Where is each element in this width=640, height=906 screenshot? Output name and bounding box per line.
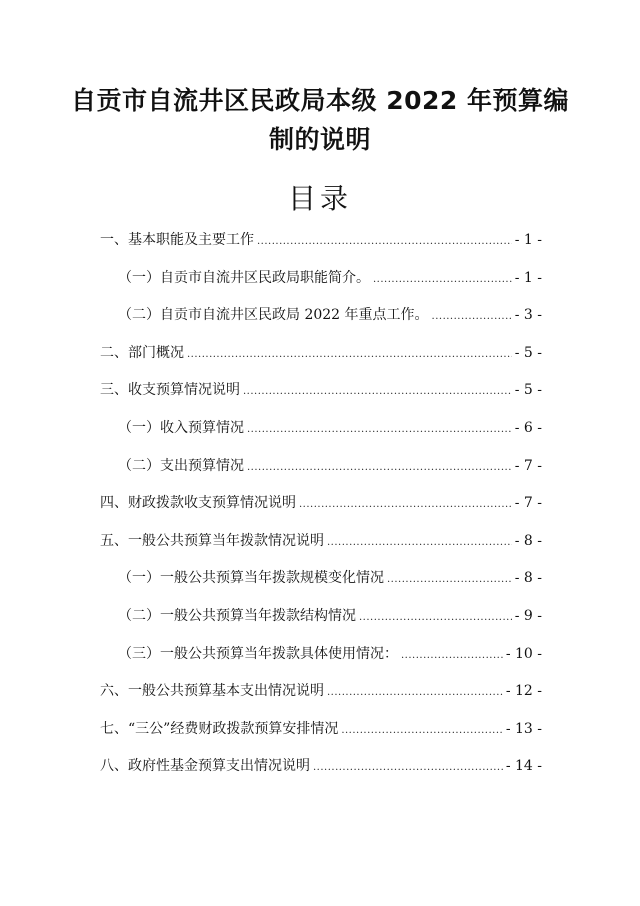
toc-entry-title: （二）支出预算情况 bbox=[118, 457, 244, 474]
toc-entry-page: - 7 - bbox=[514, 457, 542, 474]
toc-entry-page: - 12 - bbox=[505, 683, 542, 700]
toc-leader-dots bbox=[359, 612, 512, 623]
toc-leader-dots bbox=[432, 311, 512, 322]
toc-entry[interactable] bbox=[100, 605, 542, 643]
toc-entry-title: （三）一般公共预算当年拨款具体使用情况： bbox=[118, 645, 398, 662]
toc-entry-page: - 8 - bbox=[514, 570, 542, 587]
toc-leader-dots bbox=[401, 650, 503, 661]
toc-leader-dots bbox=[327, 687, 503, 698]
toc-entry-title: （二）一般公共预算当年拨款结构情况 bbox=[118, 607, 356, 624]
toc-entry-page: - 10 - bbox=[505, 645, 542, 662]
toc-entry-page: - 14 - bbox=[505, 758, 542, 775]
toc-entry[interactable] bbox=[100, 267, 542, 305]
toc-entry-page: - 3 - bbox=[514, 307, 542, 324]
toc-entry-title: （一）一般公共预算当年拨款规模变化情况 bbox=[118, 570, 384, 587]
toc-entry[interactable] bbox=[100, 530, 542, 568]
toc-entry-title: 一、基本职能及主要工作 bbox=[100, 232, 254, 248]
toc-leader-dots bbox=[187, 349, 512, 360]
toc-leader-dots bbox=[243, 386, 512, 397]
toc-leader-dots bbox=[257, 236, 512, 247]
toc-entry-page: - 5 - bbox=[514, 382, 542, 399]
toc-leader-dots bbox=[341, 725, 502, 736]
toc-entry-page: - 13 - bbox=[505, 720, 542, 737]
toc-entry-title: 六、一般公共预算基本支出情况说明 bbox=[100, 683, 324, 700]
toc-entry[interactable] bbox=[100, 417, 542, 455]
toc-entry[interactable] bbox=[100, 755, 542, 793]
toc-entry[interactable] bbox=[100, 680, 542, 718]
toc-entry[interactable] bbox=[100, 342, 542, 380]
toc-entry-title: 三、收支预算情况说明 bbox=[100, 382, 240, 399]
toc-entry-title: 二、部门概况 bbox=[100, 344, 184, 361]
toc-entry[interactable] bbox=[100, 643, 542, 681]
document-title-line-1: 自贡市自流井区民政局本级 2022 年预算编 bbox=[71, 86, 569, 115]
toc-leader-dots bbox=[387, 574, 512, 585]
toc-entry[interactable] bbox=[100, 304, 542, 342]
toc-entry[interactable] bbox=[100, 455, 542, 493]
toc-leader-dots bbox=[373, 274, 512, 285]
toc-entry-page: - 1 - bbox=[514, 232, 542, 248]
toc-leader-dots bbox=[313, 762, 503, 773]
toc-entry-page: - 6 - bbox=[514, 419, 542, 436]
toc-entry-title: 七、“三公”经费财政拨款预算安排情况 bbox=[100, 720, 339, 737]
toc-heading: 目录 bbox=[287, 182, 352, 215]
toc-entry[interactable] bbox=[100, 718, 542, 756]
toc-entry-page: - 1 - bbox=[514, 269, 542, 286]
toc-entry-title: 四、财政拨款收支预算情况说明 bbox=[100, 495, 296, 512]
toc-entry[interactable] bbox=[100, 567, 542, 605]
toc-leader-dots bbox=[299, 499, 512, 510]
toc-entry-page: - 7 - bbox=[514, 495, 542, 512]
toc-entry-title: 八、政府性基金预算支出情况说明 bbox=[100, 758, 310, 775]
toc-entry-page: - 8 - bbox=[514, 532, 542, 549]
toc-leader-dots bbox=[247, 424, 512, 435]
toc-leader-dots bbox=[327, 537, 512, 548]
toc-entry-title: （二）自贡市自流井区民政局 2022 年重点工作。 bbox=[118, 307, 429, 324]
toc-entry-title: （一）自贡市自流井区民政局职能简介。 bbox=[118, 269, 370, 286]
toc-entry-page: - 9 - bbox=[514, 607, 542, 624]
toc-entry-title: 五、一般公共预算当年拨款情况说明 bbox=[100, 532, 324, 549]
toc-entry-page: - 5 - bbox=[514, 344, 542, 361]
toc-entry[interactable] bbox=[100, 229, 542, 267]
toc-leader-dots bbox=[247, 462, 512, 473]
table-of-contents bbox=[100, 229, 542, 793]
document-title-line-2: 制的说明 bbox=[268, 125, 371, 154]
toc-entry[interactable] bbox=[100, 492, 542, 530]
toc-entry[interactable] bbox=[100, 379, 542, 417]
toc-entry-title: （一）收入预算情况 bbox=[118, 419, 244, 436]
